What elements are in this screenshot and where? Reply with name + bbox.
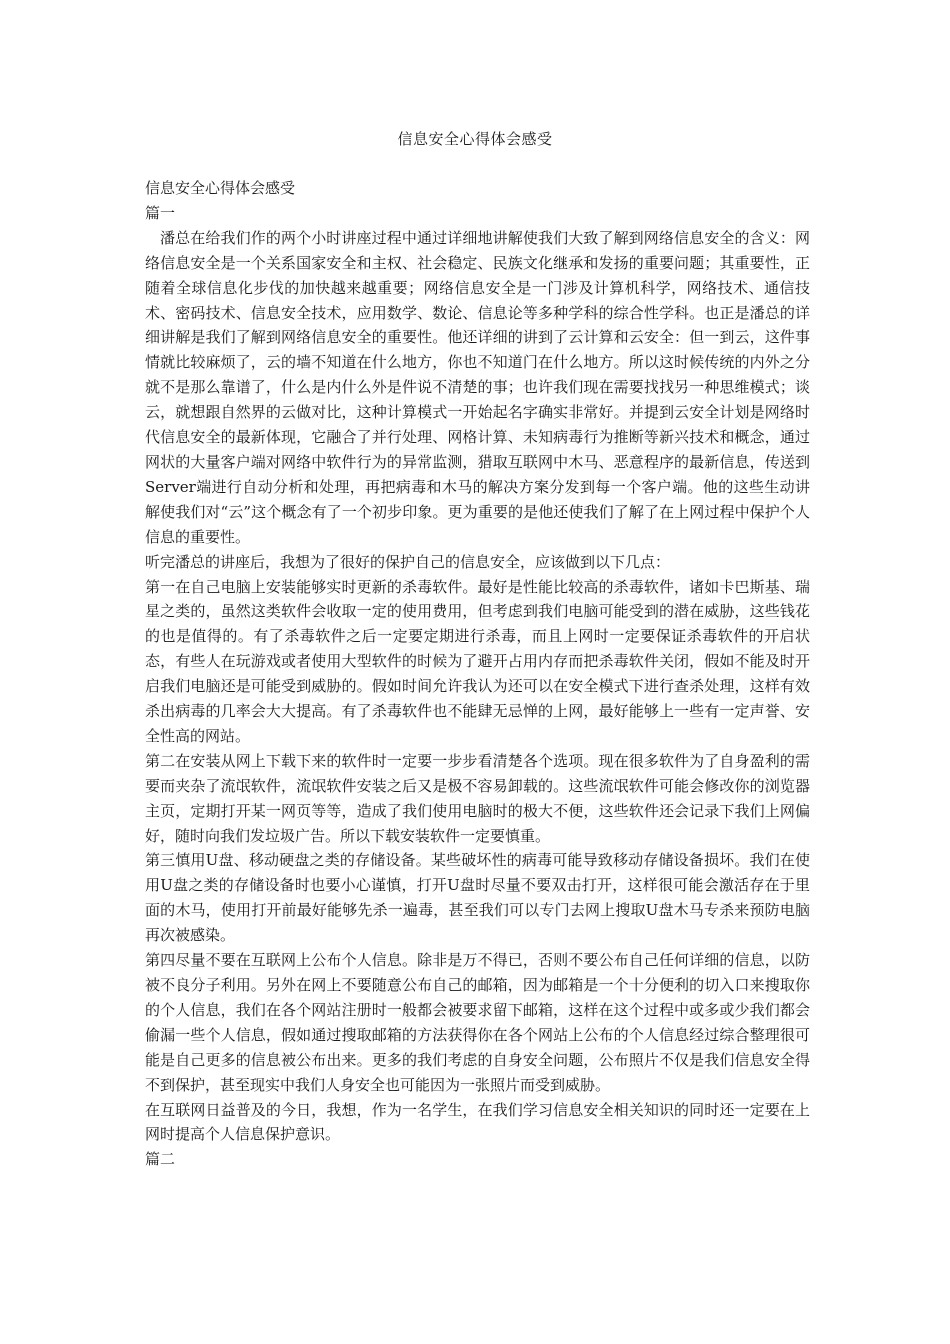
- paragraph-point-one: 第一在自己电脑上安装能够实时更新的杀毒软件。最好是性能比较高的杀毒软件，诸如卡巴斯基、瑞星之类的，虽然这类软件会收取一定的使用费用，但考虑到我们电脑可能受到的潜在威胁，这些钱花的也是值得的。有了杀毒软件之后一定要定期进行杀毒，而且上网时一定要保证杀毒软件的开启状态，有些人在玩游戏或者使用大型软件的时候为了避开占用内存而把杀毒软件关闭，假如不能及时开启我们电脑还是可能受到威胁的。假如时间允许我认为还可以在安全模式下进行查杀处理，这样有效杀出病毒的几率会大大提高。有了杀毒软件也不能肆无忌惮的上网，最好能够上一些有一定声誉、安全性高的网站。: [145, 577, 810, 745]
- paragraph-conclusion: 在互联网日益普及的今日，我想，作为一名学生，在我们学习信息安全相关知识的同时还一定要在上网时提高个人信息保护意识。: [145, 1100, 810, 1144]
- paragraph-lead-in: 听完潘总的讲座后，我想为了很好的保护自己的信息安全，应该做到以下几点：: [145, 552, 671, 571]
- document-title: 信息安全心得体会感受: [397, 130, 553, 148]
- paragraph-intro: 潘总在给我们作的两个小时讲座过程中通过详细地讲解使我们大致了解到网络信息安全的含义：网络信息安全是一个关系国家安全和主权、社会稳定、民族文化继承和发扬的重要问题；其重要性，正随着全球信息化步伐的加快越来越重要；网络信息安全是一门涉及计算机科学，网络技术、通信技术、密码技术、信息安全技术，应用数学、数论、信息论等多种学科的综合性学科。也正是潘总的详细讲解是我们了解到网络信息安全的重要性。他还详细的讲到了云计算和云安全：但一到云，这件事情就比较麻烦了，云的墙不知道在什么地方，你也不知道门在什么地方。所以这时候传统的内外之分就不是那么靠谱了，什么是内什么外是件说不清楚的事；也许我们现在需要找找另一种思维模式；谈云，就想跟自然界的云做对比，这种计算模式一开始起名字确实非常好。并提到云安全计划是网络时代信息安全的最新体现，它融合了并行处理、网格计算、未知病毒行为推断等新兴技术和概念，通过网状的大量客户端对网络中软件行为的异常监测，猎取互联网中木马、恶意程序的最新信息，传送到Server端进行自动分析和处理，再把病毒和木马的解决方案分发到每一个客户端。他的这些生动讲解使我们对“云”这个概念有了一个初步印象。更为重要的是他还使我们了解了在上网过程中保护个人信息的重要性。: [145, 228, 810, 546]
- section-label-two: 篇二: [145, 1150, 176, 1169]
- paragraph-point-two: 第二在安装从网上下载下来的软件时一定要一步步看清楚各个选项。现在很多软件为了自身盈利的需要而夹杂了流氓软件，流氓软件安装之后又是极不容易卸载的。这些流氓软件可能会修改你的浏览器主页，定期打开某一网页等等，造成了我们使用电脑时的极大不便，这些软件还会记录下我们上网偏好，随时向我们发垃圾广告。所以下载安装软件一定要慎重。: [145, 751, 810, 845]
- document-heading: 信息安全心得体会感受: [145, 179, 296, 197]
- paragraph-point-three: 第三慎用U盘、移动硬盘之类的存储设备。某些破坏性的病毒可能导致移动存储设备损坏。我们在使用U盘之类的存储设备时也要小心谨慎，打开U盘时尽量不要双击打开，这样很可能会激活存在于里面的木马，使用打开前最好能够先杀一遍毒，甚至我们可以专门去网上搜取U盘木马专杀来预防电脑再次被感染。: [145, 851, 810, 945]
- section-label-one: 篇一: [145, 203, 176, 222]
- document-body: [145, 176, 810, 1172]
- paragraph-point-four: 第四尽量不要在互联网上公布个人信息。除非是万不得已，否则不要公布自己任何详细的信息，以防被不良分子利用。另外在网上不要随意公布自己的邮箱，因为邮箱是一个十分便利的切入口来搜取你的个人信息，我们在各个网站注册时一般都会被要求留下邮箱，这样在这个过程中或多或少我们都会偷漏一些个人信息，假如通过搜取邮箱的方法获得你在各个网站上公布的个人信息经过综合整理很可能是自己更多的信息被公布出来。更多的我们考虑的自身安全问题，公布照片不仅是我们信息安全得不到保护，甚至现实中我们人身安全也可能因为一张照片而受到威胁。: [145, 951, 810, 1094]
